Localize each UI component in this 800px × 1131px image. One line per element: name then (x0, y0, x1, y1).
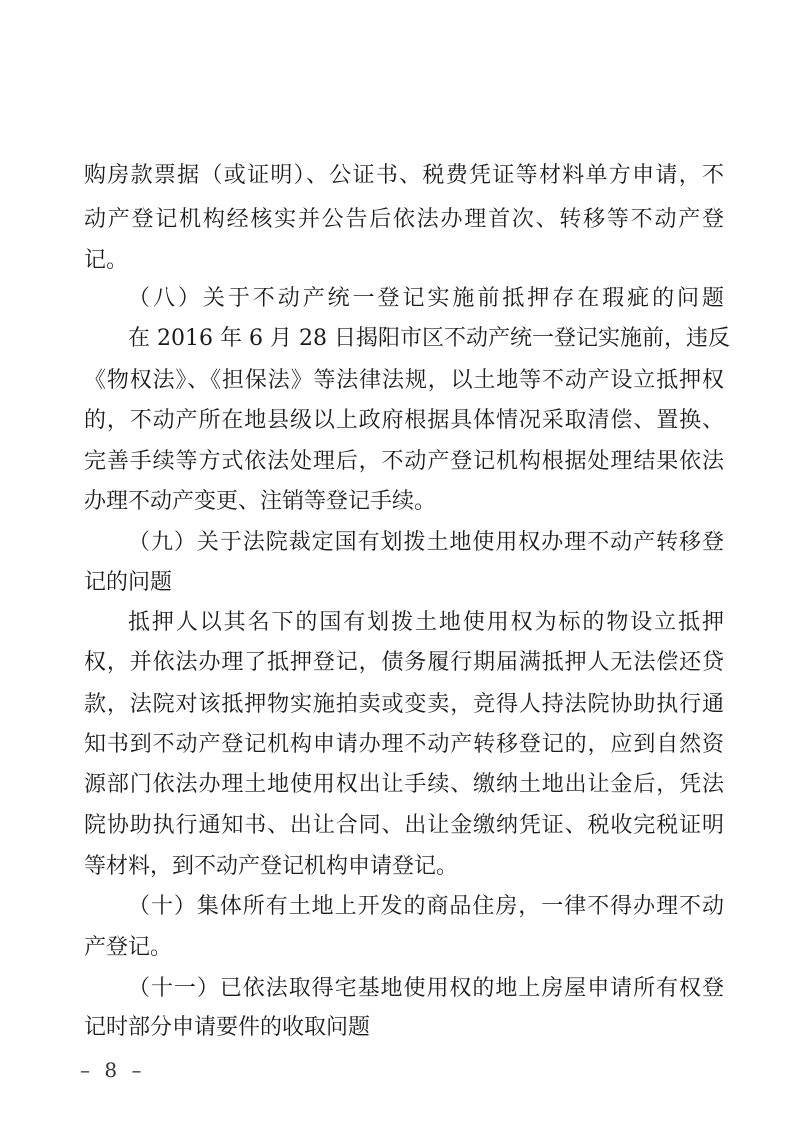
body-text-line: 产登记。 (84, 935, 173, 960)
body-text-line: 记。 (84, 248, 129, 273)
section-heading: （十一）已依法取得宅基地使用权的地上房屋申请所有权登 (128, 976, 724, 1001)
body-text-line: 动产登记机构经核实并公告后依法办理首次、转移等不动产登 (84, 207, 724, 232)
body-text-line: 权，并依法办理了抵押登记，债务履行期届满抵押人无法偿还贷 (84, 650, 724, 675)
body-text-line: 抵押人以其名下的国有划拨土地使用权为标的物设立抵押 (128, 610, 724, 635)
section-heading: （十）集体所有土地上开发的商品住房，一律不得办理不动 (128, 894, 724, 919)
body-text-line: 在 2016 年 6 月 28 日揭阳市区不动产统一登记实施前，违反 (128, 326, 730, 351)
body-text-line: 款，法院对该抵押物实施拍卖或变卖，竞得人持法院协助执行通 (84, 692, 724, 717)
section-heading: 记时部分申请要件的收取问题 (84, 1015, 371, 1040)
body-text-line: 办理不动产变更、注销等登记手续。 (84, 489, 437, 514)
section-heading: 记的问题 (84, 570, 173, 595)
body-text-line: 等材料，到不动产登记机构申请登记。 (84, 854, 459, 879)
body-text-line: 完善手续等方式依法处理后，不动产登记机构根据处理结果依法 (84, 449, 724, 474)
section-heading: （八）关于不动产统一登记实施前抵押存在瑕疵的问题 (128, 286, 724, 311)
section-heading: （九）关于法院裁定国有划拨土地使用权办理不动产转移登 (128, 530, 724, 555)
body-text-line: 购房款票据（或证明）、公证书、税费凭证等材料单方申请，不 (84, 163, 724, 188)
body-text-line: 的，不动产所在地县级以上政府根据具体情况采取清偿、置换、 (84, 408, 724, 433)
body-text-line: 《物权法》、《担保法》等法律法规，以土地等不动产设立抵押权 (84, 368, 724, 393)
page-number: – 8 – (80, 1058, 146, 1082)
body-text-line: 源部门依法办理土地使用权出让手续、缴纳土地出让金后，凭法 (84, 772, 724, 797)
body-text-line: 知书到不动产登记机构申请办理不动产转移登记的，应到自然资 (84, 732, 724, 757)
body-text-line: 院协助执行通知书、出让合同、出让金缴纳凭证、税收完税证明 (84, 813, 724, 838)
